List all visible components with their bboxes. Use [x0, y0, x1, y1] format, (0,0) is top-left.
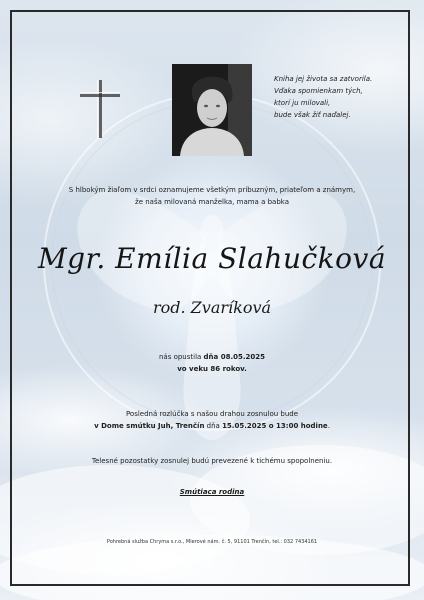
memorial-poem — [274, 73, 419, 121]
funeral-datetime: 15.05.2025 o 13:00 hodine — [222, 422, 328, 430]
poem-line: ktorí ju milovali, — [274, 99, 331, 107]
cross-icon — [80, 80, 120, 138]
funeral-line-1: Posledná rozlúčka s našou drahou zosnulou bude — [125, 410, 299, 418]
funeral-service-footer: Pohrebná služba Chryma s.r.o., Mierové nám. č. 5, 91101 Trenčín, tel.: 032 7434161 — [106, 539, 318, 545]
deceased-portrait-photo — [172, 64, 252, 156]
death-date: dňa 08.05.2025 — [203, 353, 265, 361]
funeral-middle: dňa — [204, 422, 223, 430]
funeral-info — [0, 408, 424, 432]
intro-line-1: S hlbokým žiaľom v srdci oznamujeme všetkým príbuzným, priateľom a známym, — [68, 186, 356, 194]
announcement-intro — [30, 184, 394, 208]
poem-line: bude však žiť naďalej. — [274, 111, 351, 119]
poem-line: Kniha jej života sa zatvorila. — [274, 75, 373, 83]
death-info — [0, 351, 424, 375]
deceased-name: Mgr. Emília Slahučková — [37, 242, 387, 275]
intro-line-2: že naša milovaná manželka, mama a babka — [135, 198, 289, 206]
remains-note: Telesné pozostatky zosnulej budú prevezené k tichému spopolneniu. — [91, 457, 333, 465]
death-prefix: nás opustila — [158, 353, 204, 361]
maiden-name: rod. Zvaríková — [152, 298, 272, 317]
funeral-place: v Dome smútku Juh, Trenčín — [94, 422, 205, 430]
death-age: vo veku 86 rokov. — [177, 365, 247, 373]
poem-line: Vďaka spomienkam tých, — [274, 87, 363, 95]
funeral-end: . — [327, 422, 330, 430]
mourning-family-signature: Smútiaca rodina — [179, 488, 245, 496]
